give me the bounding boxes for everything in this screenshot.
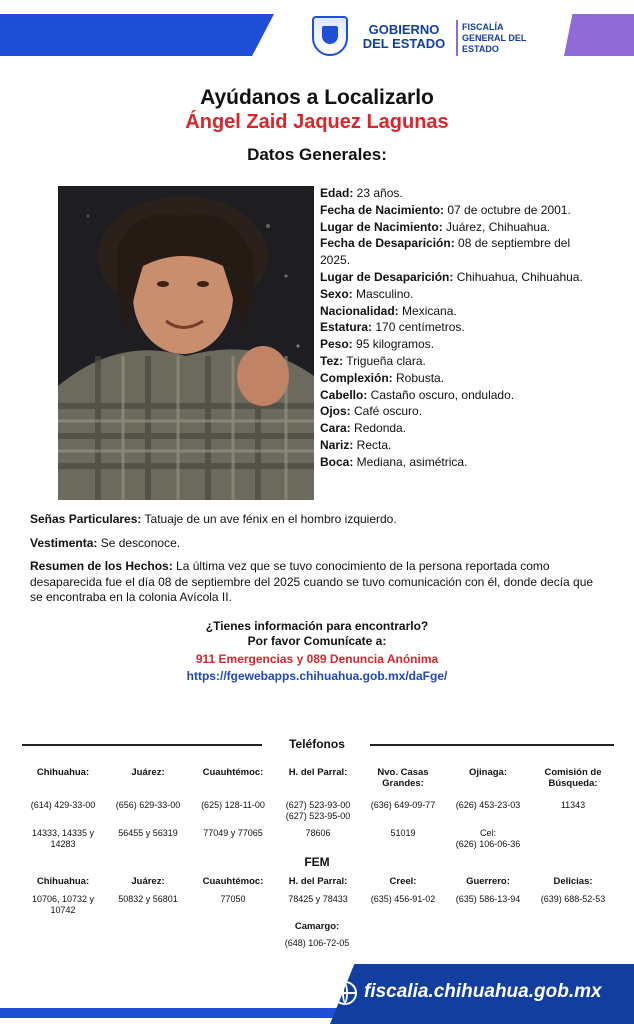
- phones-city-head: Comisión de Búsqueda:: [544, 767, 602, 789]
- phones-extension: 56455 y 56319: [118, 828, 178, 838]
- section-heading: Datos Generales:: [247, 145, 387, 164]
- detail-label: Edad:: [320, 186, 354, 200]
- fem-title: FEM: [304, 855, 330, 869]
- detail-value: Mediana, asimétrica.: [353, 454, 468, 469]
- detail-label: Sexo:: [320, 286, 353, 301]
- phones-title: Teléfonos: [289, 737, 345, 751]
- phones-number: (614) 429-33-00: [30, 800, 96, 810]
- phones-extension: 51019: [390, 828, 416, 838]
- phones-number: (627) 523-93-00 (627) 523-95-00: [285, 800, 351, 821]
- detail-label: Complexión:: [320, 370, 393, 385]
- detail-value: 95 kilogramos.: [352, 337, 435, 352]
- fem-number: (635) 586-13-94: [455, 894, 521, 904]
- footer-blue-line: [0, 1008, 360, 1018]
- detail-value: 23 años.: [353, 186, 403, 200]
- detail-value: Masculino.: [352, 286, 414, 301]
- detail-value: Mexicana.: [398, 303, 457, 318]
- detail-value: Redonda.: [350, 421, 407, 436]
- detail-label: Cabello:: [320, 387, 368, 402]
- detail-value: 07 de octubre de 2001.: [444, 202, 571, 217]
- detail-row: [320, 353, 590, 370]
- phones-number: 11343: [560, 800, 586, 810]
- fem-city-head: Delicias:: [553, 876, 593, 887]
- fem-number: (635) 456-91-02: [370, 894, 436, 904]
- detail-row: [320, 235, 590, 269]
- state-shield-logo: [312, 16, 348, 56]
- globe-icon: [333, 981, 357, 1005]
- detail-row: [320, 403, 590, 420]
- report-url-link[interactable]: https://fgewebapps.chihuahua.gob.mx/daFge/: [186, 669, 448, 683]
- detail-row: [320, 286, 590, 303]
- detail-row: [320, 437, 590, 454]
- phones-city-head: H. del Parral:: [288, 767, 348, 778]
- cta-question: ¿Tienes información para encontrarlo?: [205, 619, 429, 633]
- detail-value: Juárez, Chihuahua.: [442, 219, 551, 234]
- phones-divider-right: [370, 744, 614, 746]
- detail-label: Nariz:: [320, 437, 354, 452]
- distinguishing-marks-label: Señas Particulares:: [30, 512, 142, 526]
- detail-label: Peso:: [320, 337, 353, 352]
- detail-value: Robusta.: [392, 370, 445, 385]
- facts-summary: [30, 559, 602, 606]
- detail-value: Recta.: [353, 437, 392, 452]
- person-photo: [58, 186, 314, 500]
- fem-camargo-head: Camargo:: [294, 921, 340, 932]
- detail-row: [320, 387, 590, 404]
- clothing-label: Vestimenta:: [30, 536, 98, 550]
- phones-city-head: Nvo. Casas Grandes:: [377, 767, 429, 789]
- phones-city-head: Juárez:: [131, 767, 165, 778]
- detail-label: Fecha de Desaparición:: [320, 236, 455, 251]
- detail-value: Trigueña clara.: [343, 353, 426, 368]
- detail-row: [320, 185, 590, 202]
- fem-number: 77050: [220, 894, 246, 904]
- detail-row: [320, 202, 590, 219]
- phones-city-head: Cuauhtémoc:: [202, 767, 264, 778]
- fem-city-head: Juárez:: [131, 876, 165, 887]
- missing-person-name: Ángel Zaid Jaquez Lagunas: [185, 111, 449, 133]
- fem-number: 78425 y 78433: [288, 894, 348, 904]
- detail-row: [320, 319, 590, 336]
- general-details-list: [320, 185, 590, 471]
- detail-value: 170 centímetros.: [372, 320, 465, 335]
- detail-row: [320, 269, 590, 286]
- phones-number: (626) 453-23-03: [455, 800, 521, 810]
- phones-extension: Cel: (626) 106-06-36: [455, 828, 521, 849]
- facts-summary-label: Resumen de los Hechos:: [30, 559, 173, 573]
- emergency-numbers: 911 Emergencias y 089 Denuncia Anónima: [195, 652, 439, 666]
- detail-value: 08 de septiembre del 2025.: [320, 236, 571, 268]
- detail-label: Estatura:: [320, 320, 373, 335]
- clothing: [30, 536, 602, 552]
- detail-label: Boca:: [320, 454, 354, 469]
- detail-value: Café oscuro.: [350, 404, 423, 419]
- fem-camargo-value: (648) 106-72-05: [284, 938, 350, 948]
- detail-row: [320, 454, 590, 471]
- fem-number: 50832 y 56801: [118, 894, 178, 904]
- detail-row: [320, 336, 590, 353]
- fem-city-head: Chihuahua:: [36, 876, 90, 887]
- cta-call: Por favor Comunícate a:: [247, 634, 387, 648]
- detail-row: [320, 303, 590, 320]
- fiscalia-logo-text: FISCALÍA GENERAL DEL ESTADO: [462, 22, 527, 54]
- detail-label: Fecha de Nacimiento:: [320, 202, 445, 217]
- phones-extension: 14333, 14335 y 14283: [31, 828, 95, 849]
- detail-row: [320, 219, 590, 236]
- detail-label: Lugar de Desaparición:: [320, 269, 454, 284]
- detail-label: Cara:: [320, 421, 351, 436]
- detail-value: Chihuahua, Chihuahua.: [453, 269, 583, 284]
- distinguishing-marks: [30, 512, 602, 528]
- detail-row: [320, 370, 590, 387]
- footer-website-link[interactable]: fiscalia.chihuahua.gob.mx: [364, 981, 602, 1002]
- phones-number: (636) 649-09-77: [370, 800, 436, 810]
- detail-row: [320, 420, 590, 437]
- detail-label: Tez:: [320, 353, 344, 368]
- detail-label: Ojos:: [320, 404, 351, 419]
- fem-city-head: H. del Parral:: [288, 876, 348, 887]
- detail-value: Castaño oscuro, ondulado.: [367, 387, 515, 402]
- facts-summary-value: La última vez que se tuvo conocimiento de la persona reportada como desaparecida fue el día 08 de septiembre del 2025 cuando se tuvo comunicación con él, donde decía que se encontraba en la colonia Avícola II.: [30, 559, 594, 604]
- fem-city-head: Guerrero:: [466, 876, 510, 887]
- phones-number: (656) 629-33-00: [115, 800, 181, 810]
- distinguishing-marks-value: Tatuaje de un ave fénix en el hombro izquierdo.: [141, 512, 397, 526]
- poster-title: Ayúdanos a Localizarlo: [200, 86, 434, 109]
- phones-number: (625) 128-11-00: [201, 800, 265, 810]
- detail-label: Lugar de Nacimiento:: [320, 219, 443, 234]
- phones-extension: 77049 y 77065: [203, 828, 263, 838]
- detail-label: Nacionalidad:: [320, 303, 399, 318]
- fem-city-head: Cuauhtémoc:: [202, 876, 264, 887]
- phones-city-head: Chihuahua:: [36, 767, 90, 778]
- gobierno-logo-text: GOBIERNO DEL ESTADO: [362, 22, 446, 51]
- fem-number: (639) 688-52-53: [540, 894, 606, 904]
- clothing-value: Se desconoce.: [97, 536, 181, 550]
- header-band-right: [564, 14, 634, 56]
- phones-city-head: Ojinaga:: [468, 767, 507, 778]
- phones-extension: 78606: [305, 828, 331, 838]
- header-band-left: [0, 14, 274, 56]
- fem-number: 10706, 10732 y 10742: [31, 894, 95, 915]
- fem-city-head: Creel:: [389, 876, 417, 887]
- logo-divider: [456, 20, 458, 56]
